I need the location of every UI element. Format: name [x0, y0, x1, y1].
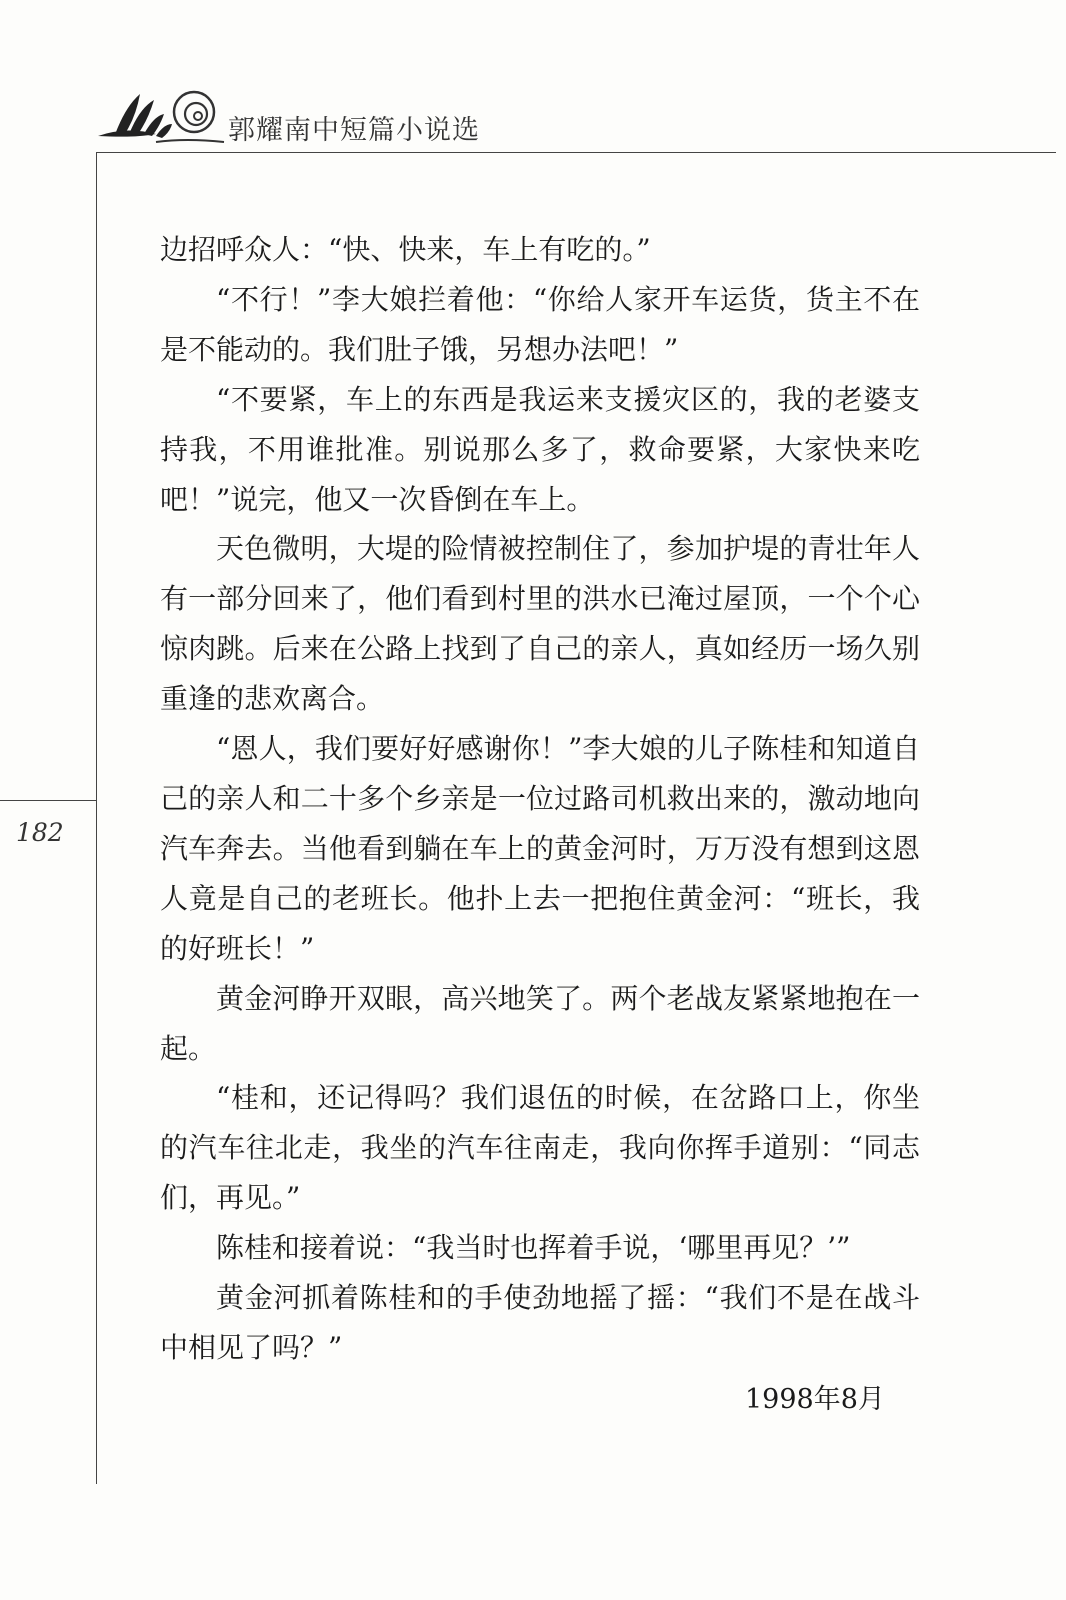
- paragraph: “不要紧，车上的东西是我运来支援灾区的，我的老婆支持我，不用谁批准。别说那么多了，救命要紧，大家快来吃吧！”说完，他又一次昏倒在车上。: [160, 382, 920, 516]
- paragraph: “桂和，还记得吗？我们退伍的时候，在岔路口上，你坐的汽车往北走，我坐的汽车往南走，我向你挥手道别：“同志们，再见。”: [160, 1081, 920, 1215]
- date-line: 1998年8月: [745, 1384, 885, 1415]
- paragraph: “不行！”李大娘拦着他：“你给人家开车运货，货主不在是不能动的。我们肚子饿，另想办法吧！”: [160, 282, 920, 366]
- paragraph: 边招呼众人：“快、快来，车上有吃的。”: [160, 233, 651, 266]
- paragraph: 黄金河抓着陈桂和的手使劲地摇了摇：“我们不是在战斗中相见了吗？”: [160, 1281, 920, 1364]
- paragraph: 黄金河睁开双眼，高兴地笑了。两个老战友紧紧地抱在一起。: [160, 981, 920, 1065]
- paragraph: “恩人，我们要好好感谢你！”李大娘的儿子陈桂和知道自己的亲人和二十多个乡亲是一位过路司机救出来的，激动地向汽车奔去。当他看到躺在车上的黄金河时，万万没有想到这恩人竟是自己的老班长。他扑上去一把抱住黄金河：“班长，我的好班长！”: [160, 732, 920, 965]
- paragraph: 陈桂和接着说：“我当时也挥着手说，‘哪里再见？’”: [216, 1231, 851, 1265]
- book-title: 郭耀南中短篇小说选: [228, 115, 480, 146]
- body-text: [160, 225, 920, 1373]
- paragraph: 天色微明，大堤的险情被控制住了，参加护堤的青壮年人有一部分回来了，他们看到村里的洪水已淹过屋顶，一个个心惊肉跳。后来在公路上找到了自己的亲人，真如经历一场久别重逢的悲欢离合。: [160, 532, 920, 716]
- left-frame-line: [96, 152, 97, 1484]
- header-ornament-icon: [96, 86, 226, 146]
- page-number: 182: [16, 818, 64, 847]
- margin-divider: [0, 800, 96, 801]
- header-divider: [96, 152, 1056, 153]
